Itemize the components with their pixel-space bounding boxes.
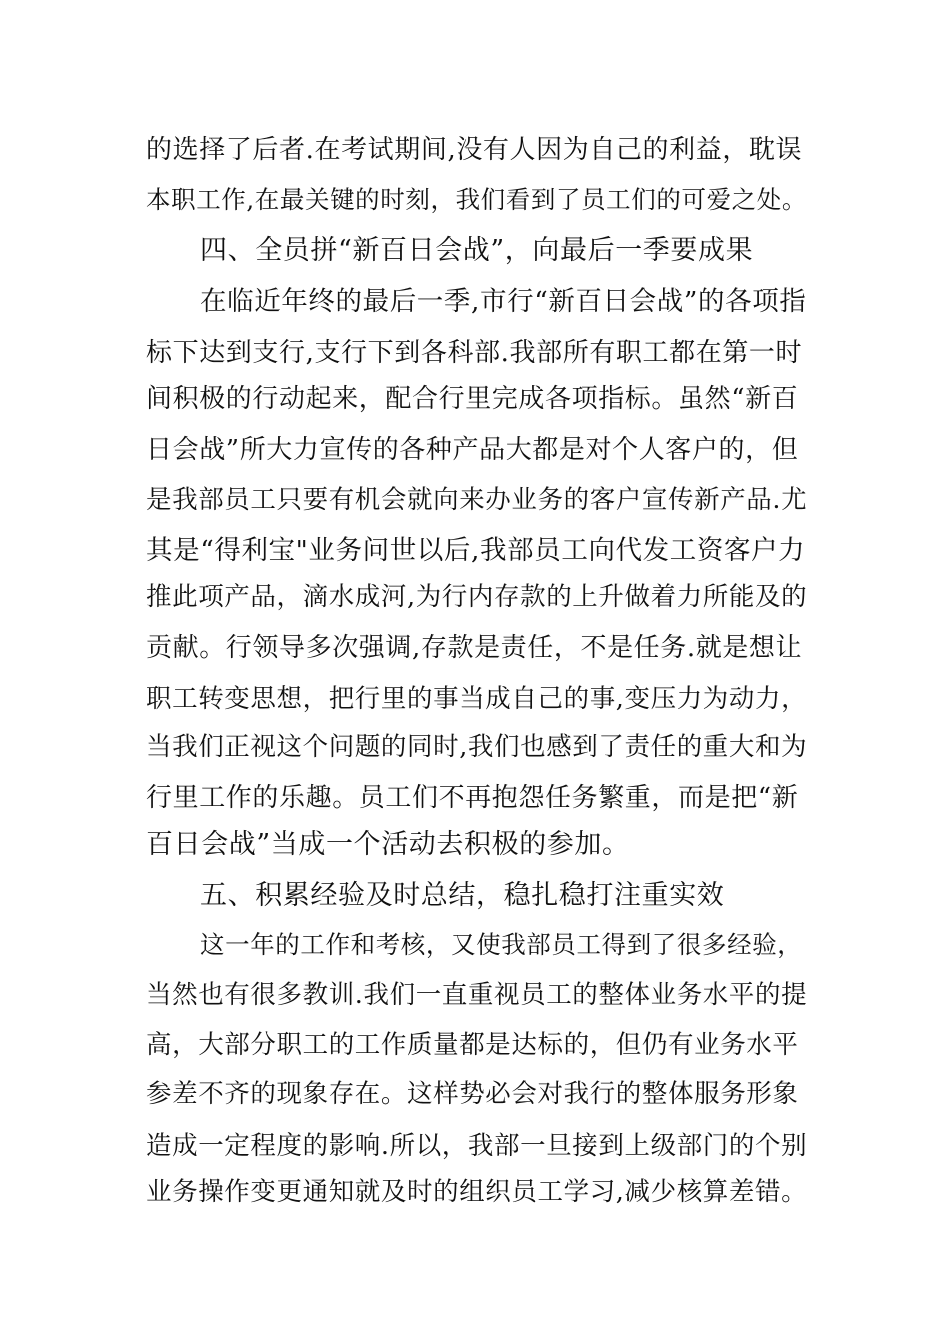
paragraph-line: 在临近年终的最后一季,市行“新百日会战”的各项指 xyxy=(200,286,807,317)
paragraph-line: 其是“得利宝"业务问世以后,我部员工向代发工资客户力 xyxy=(146,535,806,566)
paragraph-line: 贡献。行领导多次强调,存款是责任，不是任务.就是想让 xyxy=(146,633,803,663)
paragraph-line: 的选择了后者.在考试期间,没有人因为自己的利益，耽误 xyxy=(146,135,803,165)
paragraph-line: 百日会战”当成一个活动去积极的参加。 xyxy=(146,829,630,860)
paragraph-line: 这一年的工作和考核，又使我部员工得到了很多经验， xyxy=(200,930,803,959)
paragraph-line: 当然也有很多教训.我们一直重视员工的整体业务水平的提 xyxy=(146,980,808,1010)
paragraph-line: 标下达到支行,支行下到各科部.我部所有职工都在第一时 xyxy=(146,338,803,368)
paragraph-line: 高，大部分职工的工作质量都是达标的，但仍有业务水平 xyxy=(146,1030,799,1060)
paragraph-line: 造成一定程度的影响.所以，我部一旦接到上级部门的个别 xyxy=(146,1131,808,1161)
paragraph-line: 是我部员工只要有机会就向来办业务的客户宣传新产品.尤 xyxy=(146,485,808,515)
paragraph-line: 日会战”所大力宣传的各种产品大都是对个人客户的，但 xyxy=(146,435,799,465)
paragraph-line: 间积极的行动起来，配合行里完成各项指标。虽然“新百 xyxy=(146,384,799,414)
section-heading: 五、积累经验及时总结，稳扎稳打注重实效 xyxy=(200,880,725,911)
paragraph-line: 职工转变思想，把行里的事当成自己的事,变压力为动力， xyxy=(146,684,808,714)
paragraph-line: 参差不齐的现象存在。这样势必会对我行的整体服务形象 xyxy=(146,1079,799,1109)
paragraph-line: 推此项产品，滴水成河,为行内存款的上升做着力所能及的 xyxy=(146,582,808,612)
paragraph-line: 业务操作变更通知就及时的组织员工学习,减少核算差错。 xyxy=(146,1177,808,1207)
section-heading: 四、全员拼“新百日会战”，向最后一季要成果 xyxy=(200,235,754,266)
paragraph-line: 本职工作,在最关键的时刻，我们看到了员工们的可爱之处。 xyxy=(146,185,807,214)
paragraph-line: 当我们正视这个问题的同时,我们也感到了责任的重大和为 xyxy=(146,732,808,762)
paragraph-line: 行里工作的乐趣。员工们不再抱怨任务繁重，而是把“新 xyxy=(146,783,799,813)
